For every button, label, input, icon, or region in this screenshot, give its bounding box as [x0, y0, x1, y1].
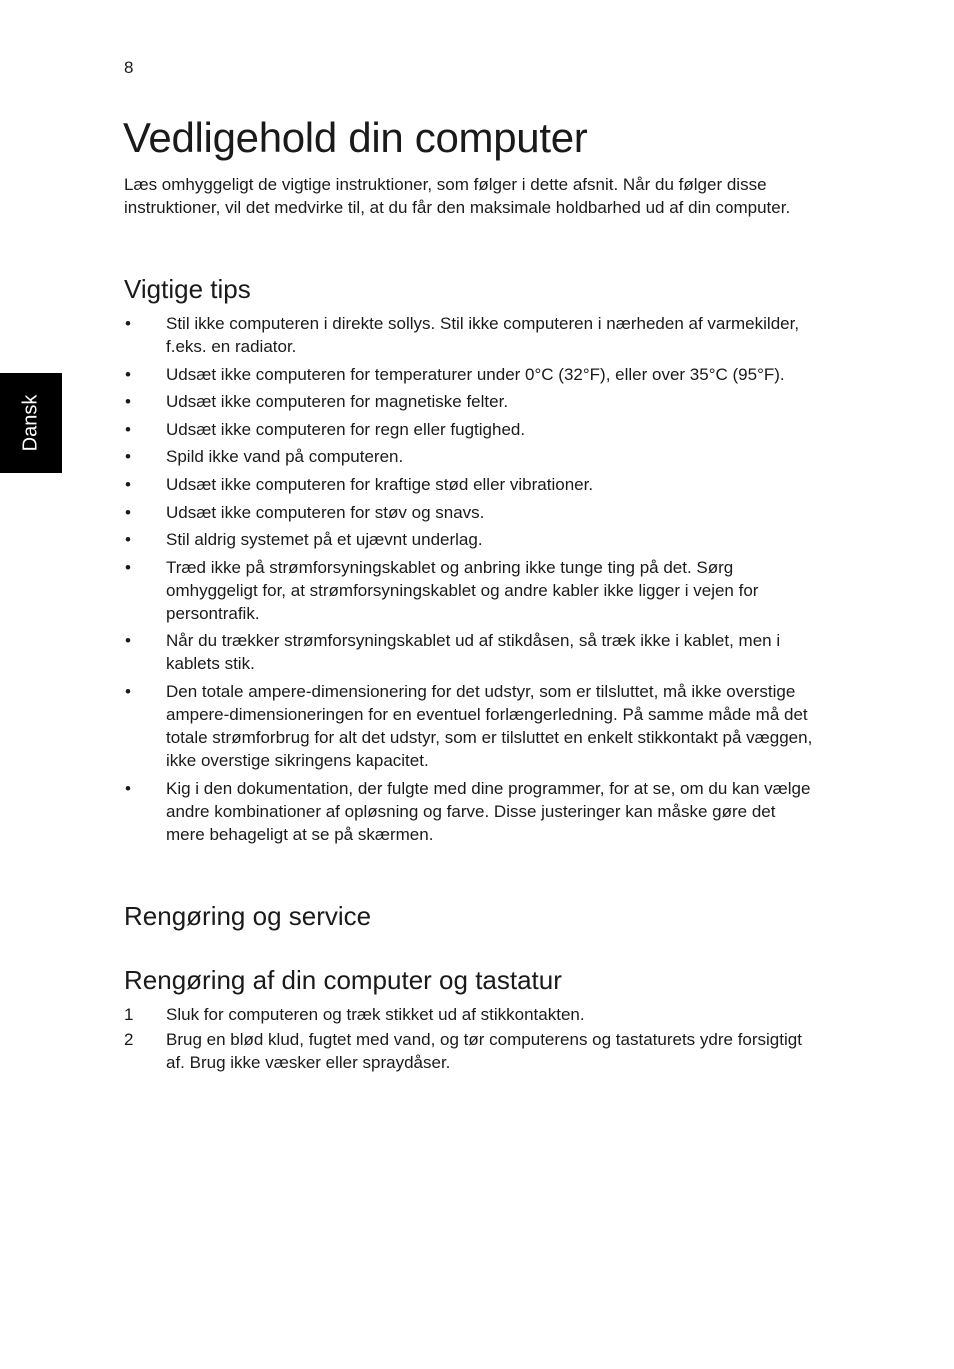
list-item-text: Udsæt ikke computeren for kraftige stød eller vibrationer.	[166, 474, 594, 494]
bullet-icon: •	[125, 364, 131, 384]
bullet-icon: •	[125, 502, 131, 522]
list-item	[124, 629, 814, 675]
page-number: 8	[124, 58, 134, 77]
step-number: 1	[124, 1005, 134, 1024]
bullet-icon: •	[125, 419, 131, 439]
list-item	[124, 528, 814, 551]
list-item	[124, 445, 814, 468]
language-tab-label: Dansk	[19, 394, 42, 452]
step-number: 2	[124, 1030, 134, 1049]
tips-heading: Vigtige tips	[124, 274, 251, 304]
list-item	[124, 777, 814, 846]
list-item	[124, 501, 814, 524]
list-item-text: Spild ikke vand på computeren.	[166, 447, 404, 467]
bullet-icon: •	[125, 314, 131, 333]
bullet-icon: •	[125, 557, 131, 577]
cleaning-heading: Rengøring af din computer og tastatur	[124, 965, 562, 995]
list-item	[124, 363, 814, 386]
list-item	[124, 556, 814, 625]
list-item	[124, 390, 814, 413]
bullet-icon: •	[125, 474, 131, 494]
bullet-icon: •	[125, 392, 131, 412]
list-item-text: Udsæt ikke computeren for magnetiske felter.	[166, 392, 509, 412]
list-item-text: Udsæt ikke computeren for temperaturer under 0°C (32°F), eller over 35°C (95°F).	[166, 364, 785, 384]
list-item	[124, 418, 814, 441]
bullet-icon: •	[125, 530, 131, 550]
list-item-text: Udsæt ikke computeren for støv og snavs.	[166, 502, 485, 522]
list-item-text: Den totale ampere-dimensionering for det udstyr, som er tilsluttet, må ikke overstige ampere-dimensioneringen for en eventuel forlængerledning. På samme måde må det totale strømforbrug for alt det udstyr, som er tilsluttet en enkelt stikkontakt på væggen, ikke overstige sikringens kapacitet.	[166, 681, 813, 770]
tips-list	[124, 312, 814, 850]
bullet-icon: •	[125, 631, 131, 651]
cleaning-steps	[124, 1003, 814, 1076]
page-title: Vedligehold din computer	[123, 114, 588, 161]
bullet-icon: •	[125, 447, 131, 467]
list-item-text: Træd ikke på strømforsyningskablet og anbring ikke tunge ting på det. Sørg omhyggeligt for, at strømforsyningskablet og andre kabler ikke ligger i vejen for persontrafik.	[166, 557, 759, 623]
language-tab	[0, 373, 62, 473]
intro-paragraph: Læs omhyggeligt de vigtige instruktioner, som følger i dette afsnit. Når du følger disse instruktioner, vil det medvirke til, at du får den maksimale holdbarhed ud af din computer.	[124, 175, 791, 217]
bullet-icon: •	[125, 681, 131, 701]
list-item	[124, 1028, 814, 1074]
list-item-text: Når du trækker strømforsyningskablet ud af stikdåsen, så træk ikke i kablet, men i kablets stik.	[166, 631, 781, 674]
list-item-text: Udsæt ikke computeren for regn eller fugtighed.	[166, 419, 526, 439]
list-item	[124, 312, 814, 358]
step-text: Sluk for computeren og træk stikket ud af stikkontakten.	[166, 1005, 585, 1024]
service-heading: Rengøring og service	[124, 901, 372, 931]
list-item-text: Stil ikke computeren i direkte sollys. Stil ikke computeren i nærheden af varmekilder, f.eks. en radiator.	[166, 314, 800, 356]
list-item-text: Stil aldrig systemet på et ujævnt underlag.	[166, 530, 483, 550]
bullet-icon: •	[125, 778, 131, 798]
list-item	[124, 1003, 814, 1026]
list-item	[124, 680, 814, 772]
list-item	[124, 473, 814, 496]
list-item-text: Kig i den dokumentation, der fulgte med dine programmer, for at se, om du kan vælge andre kombinationer af opløsning og farve. Disse justeringer kan måske gøre det mere behageligt at se på skærmen.	[166, 778, 811, 844]
step-text: Brug en blød klud, fugtet med vand, og tør computerens og tastaturets ydre forsigtigt af. Brug ikke væsker eller spraydåser.	[166, 1030, 802, 1072]
